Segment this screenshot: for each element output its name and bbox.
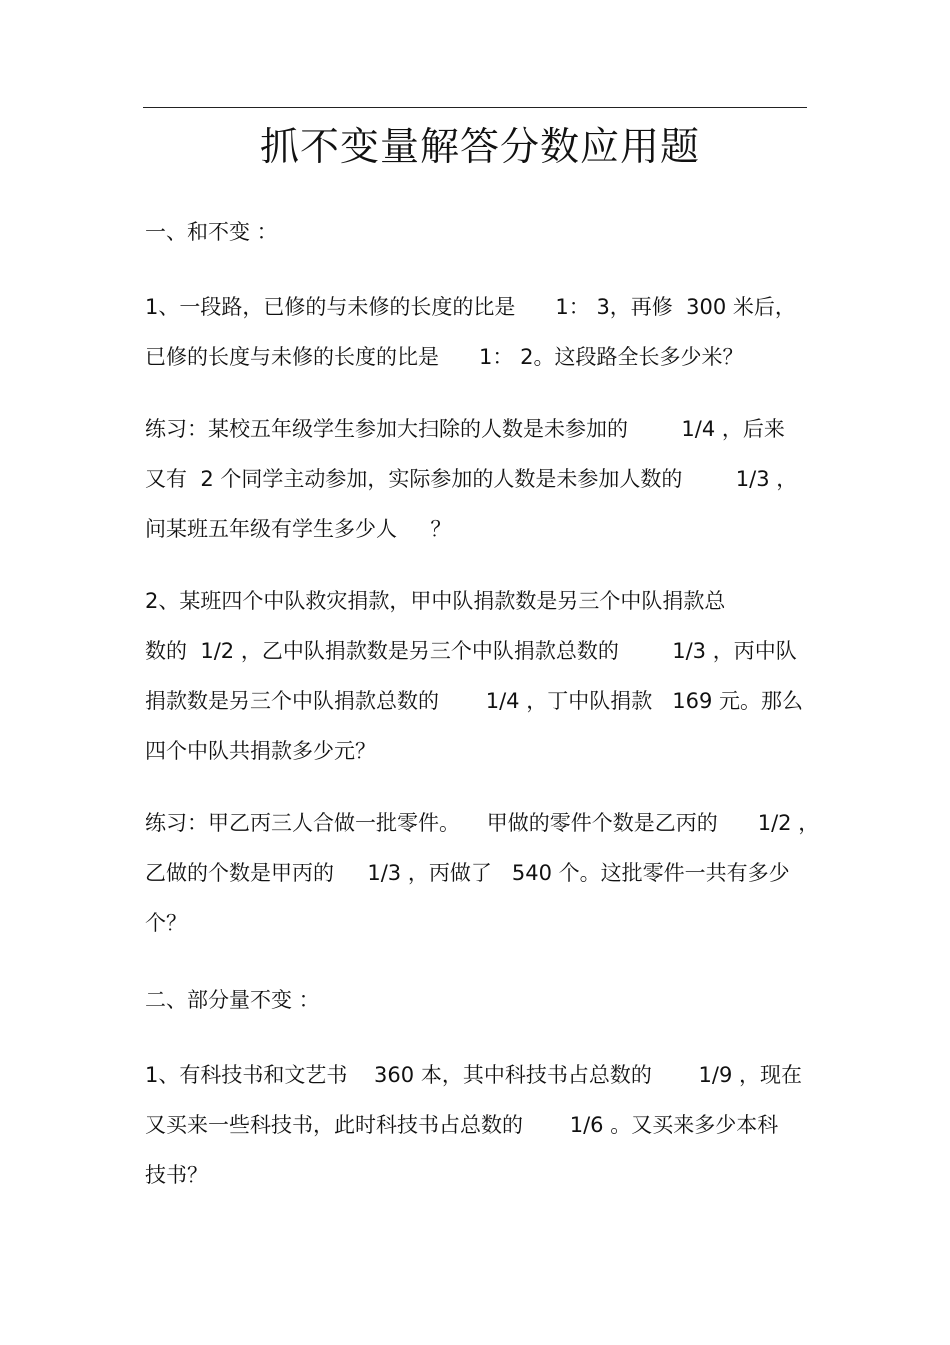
- document-body: [145, 210, 820, 1200]
- paragraph-line: 1、一段路，已修的与未修的长度的比是 1： 3，再修 300 米后，: [145, 295, 796, 319]
- paragraph-line: 又买来一些科技书，此时科技书占总数的 1/6 。又买来多少本科: [145, 1113, 779, 1137]
- exercise-paragraph: [145, 404, 807, 554]
- paragraph-line: 1、有科技书和文艺书 360 本，其中科技书占总数的 1/9 ，现在: [145, 1063, 803, 1087]
- paragraph-line: 乙做的个数是甲丙的 1/3 ，丙做了 540 个。这批零件一共有多少: [145, 861, 790, 885]
- header-rule: [143, 107, 807, 108]
- paragraph-line: 捐款数是另三个中队捐款总数的 1/4 ，丁中队捐款 169 元。那么: [145, 689, 803, 713]
- problem-paragraph: [145, 1050, 807, 1200]
- page-title: 抓不变量解答分数应用题: [259, 125, 700, 170]
- paragraph-line: 数的 1/2 ，乙中队捐款数是另三个中队捐款总数的 1/3 ，丙中队: [145, 639, 797, 663]
- section-heading: 一、和不变 ：: [145, 220, 278, 244]
- problem-paragraph: [145, 576, 807, 776]
- exercise-paragraph: [145, 798, 820, 948]
- section-heading: 二、部分量不变 ：: [145, 988, 320, 1012]
- paragraph-line: 练习：甲乙丙三人合做一批零件。 甲做的零件个数是乙丙的 1/2 ，: [145, 811, 820, 835]
- paragraph-line: 四个中队共捐款多少元？: [145, 739, 376, 763]
- paragraph-line: 练习：某校五年级学生参加大扫除的人数是未参加的 1/4 ，后来: [145, 417, 785, 441]
- paragraph-line: 已修的长度与未修的长度的比是 1： 2。这段路全长多少米？: [145, 345, 744, 369]
- paragraph-line: 又有 2 个同学主动参加，实际参加的人数是未参加人数的 1/3 ，: [145, 467, 798, 491]
- paragraph-line: 问某班五年级有学生多少人 ？: [145, 517, 452, 541]
- paragraph-line: 个？: [145, 911, 187, 935]
- paragraph-line: 2、某班四个中队救灾捐款，甲中队捐款数是另三个中队捐款总: [145, 589, 726, 613]
- paragraph-line: 技书？: [145, 1163, 208, 1187]
- problem-paragraph: [145, 282, 807, 382]
